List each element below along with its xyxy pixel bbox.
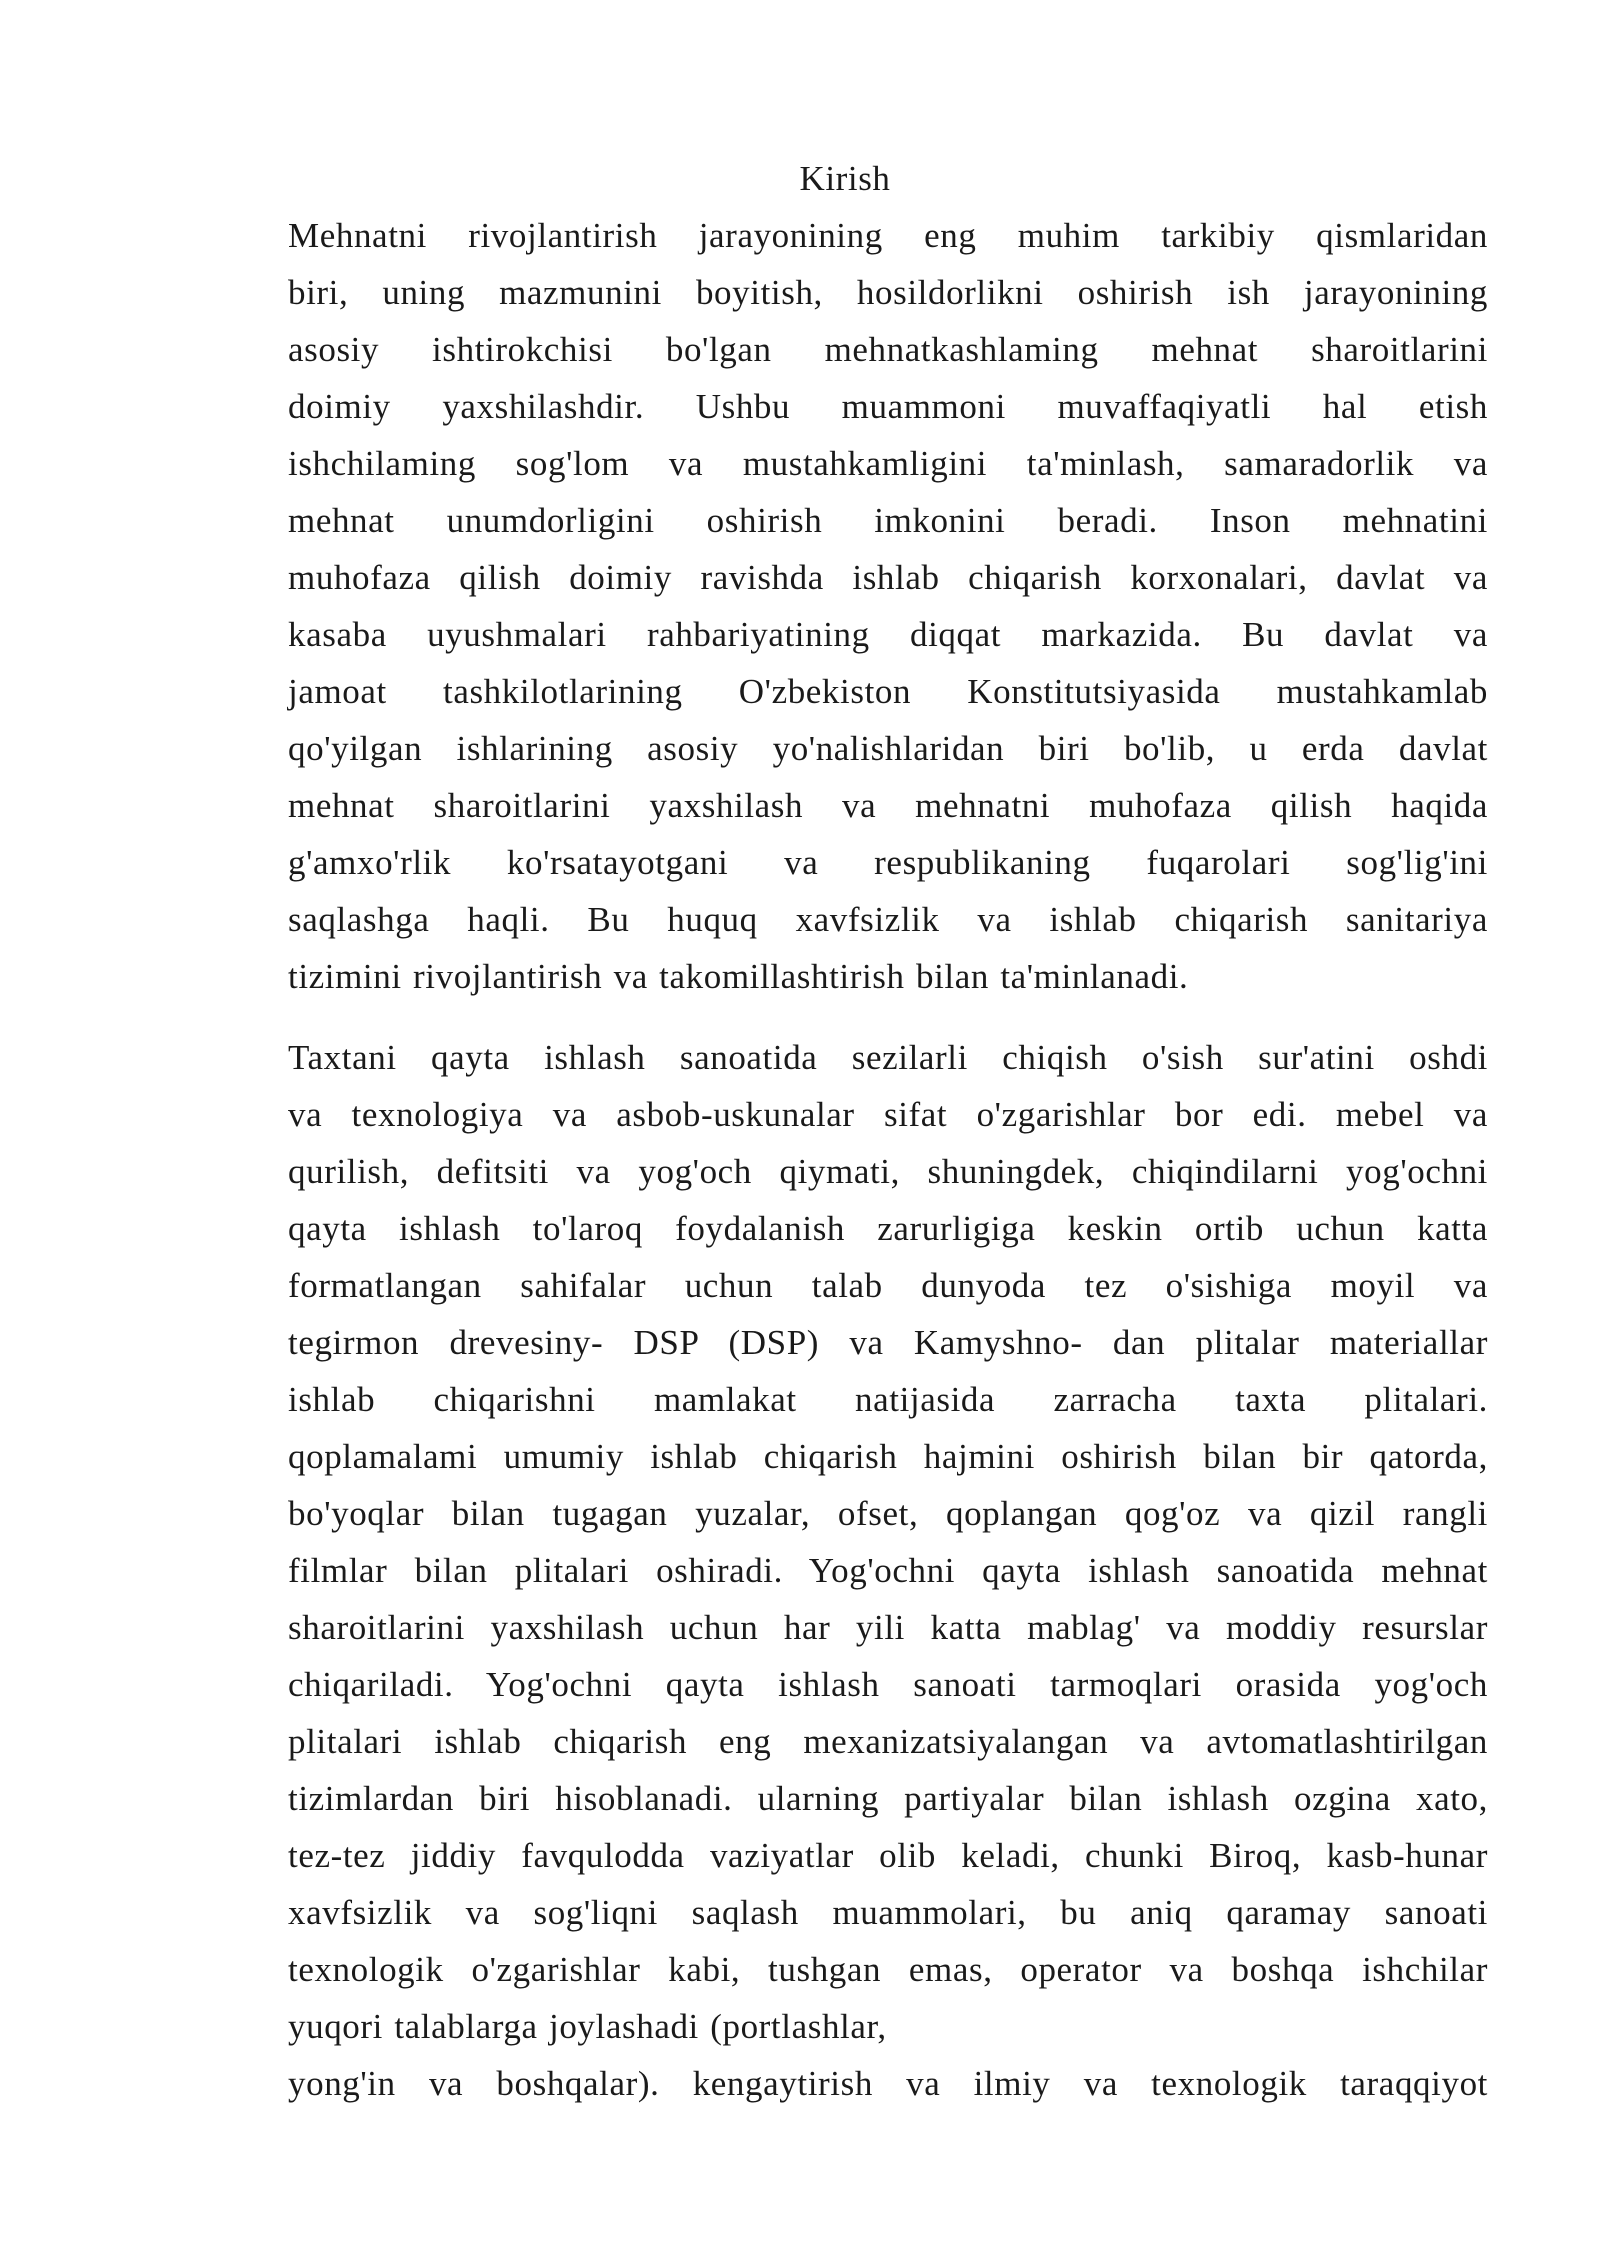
text-line: xavfsizlik va sog'liqni saqlash muammolari, bu aniq qaramay sanoati xyxy=(288,1893,1488,1932)
text-line: mehnat sharoitlarini yaxshilash va mehnatni muhofaza qilish haqida xyxy=(288,786,1488,825)
text-line: doimiy yaxshilashdir. Ushbu muammoni muvaffaqiyatli hal etish xyxy=(288,387,1488,426)
text-line: g'amxo'rlik ko'rsatayotgani va respublikaning fuqarolari sog'lig'ini xyxy=(288,843,1488,882)
text-line: chiqariladi. Yog'ochni qayta ishlash sanoati tarmoqlari orasida yog'och xyxy=(288,1665,1488,1704)
text-line: mehnat unumdorligini oshirish imkonini beradi. Inson mehnatini xyxy=(288,501,1488,540)
text-line: yong'in va boshqalar). kengaytirish va ilmiy va texnologik taraqqiyot xyxy=(288,2064,1488,2103)
text-line: jamoat tashkilotlarining O'zbekiston Konstitutsiyasida mustahkamlab xyxy=(288,672,1488,711)
text-line: filmlar bilan plitalari oshiradi. Yog'ochni qayta ishlash sanoatida mehnat xyxy=(288,1551,1488,1590)
text-line: asosiy ishtirokchisi bo'lgan mehnatkashlaming mehnat sharoitlarini xyxy=(288,330,1488,369)
text-line: plitalari ishlab chiqarish eng mexanizatsiyalangan va avtomatlashtirilgan xyxy=(288,1722,1488,1761)
text-line: tizimlardan biri hisoblanadi. ularning partiyalar bilan ishlash ozgina xato, xyxy=(288,1779,1488,1818)
document-title: Kirish xyxy=(799,159,891,198)
text-line: yuqori talablarga joylashadi (portlashlar, xyxy=(288,2007,887,2046)
text-line: kasaba uyushmalari rahbariyatining diqqat markazida. Bu davlat va xyxy=(288,615,1488,654)
text-line: tizimini rivojlantirish va takomillashtirish bilan ta'minlanadi. xyxy=(288,957,1189,996)
paragraph-1 xyxy=(230,207,1488,1005)
text-line: Mehnatni rivojlantirish jarayonining eng muhim tarkibiy qismlaridan xyxy=(288,216,1488,255)
text-line: formatlangan sahifalar uchun talab dunyoda tez o'sishiga moyil va xyxy=(288,1266,1488,1305)
text-line: biri, uning mazmunini boyitish, hosildorlikni oshirish ish jarayonining xyxy=(288,273,1488,312)
text-line: Taxtani qayta ishlash sanoatida sezilarli chiqish o'sish sur'atini oshdi xyxy=(288,1038,1488,1077)
paragraph-2 xyxy=(230,1029,1488,2055)
text-line: saqlashga haqli. Bu huquq xavfsizlik va ishlab chiqarish sanitariya xyxy=(288,900,1488,939)
text-line: qayta ishlash to'laroq foydalanish zarurligiga keskin ortib uchun katta xyxy=(288,1209,1488,1248)
text-line: ishchilaming sog'lom va mustahkamligini ta'minlash, samaradorlik va xyxy=(288,444,1488,483)
text-line: qurilish, defitsiti va yog'och qiymati, shuningdek, chiqindilarni yog'ochni xyxy=(288,1152,1488,1191)
document-body xyxy=(230,207,1488,2112)
text-line: tez-tez jiddiy favqulodda vaziyatlar olib keladi, chunki Biroq, kasb-hunar xyxy=(288,1836,1488,1875)
text-line: tegirmon drevesiny- DSP (DSP) va Kamyshno- dan plitalar materiallar xyxy=(288,1323,1488,1362)
text-line: bo'yoqlar bilan tugagan yuzalar, ofset, qoplangan qog'oz va qizil rangli xyxy=(288,1494,1488,1533)
text-line: qo'yilgan ishlarining asosiy yo'nalishlaridan biri bo'lib, u erda davlat xyxy=(288,729,1488,768)
text-line: ishlab chiqarishni mamlakat natijasida zarracha taxta plitalari. xyxy=(288,1380,1488,1419)
text-line: texnologik o'zgarishlar kabi, tushgan emas, operator va boshqa ishchilar xyxy=(288,1950,1488,1989)
text-line: sharoitlarini yaxshilash uchun har yili katta mablag' va moddiy resurslar xyxy=(288,1608,1488,1647)
text-line: qoplamalami umumiy ishlab chiqarish hajmini oshirish bilan bir qatorda, xyxy=(288,1437,1488,1476)
text-line: va texnologiya va asbob-uskunalar sifat o'zgarishlar bor edi. mebel va xyxy=(288,1095,1488,1134)
text-line: muhofaza qilish doimiy ravishda ishlab chiqarish korxonalari, davlat va xyxy=(288,558,1488,597)
paragraph-3 xyxy=(230,2055,1488,2112)
